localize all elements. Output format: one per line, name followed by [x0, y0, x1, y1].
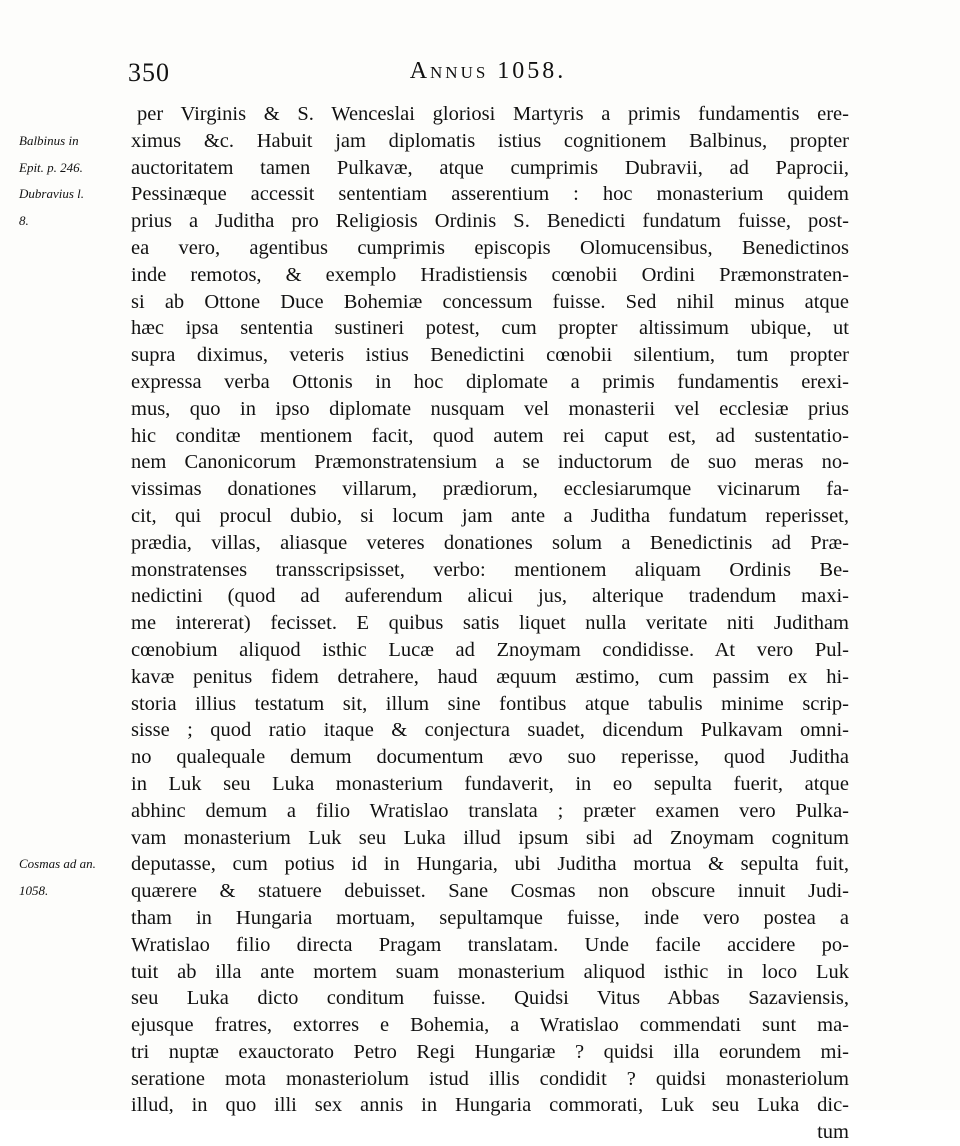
text-line: storia illius testatum sit, illum sine fontibus atque tabulis minime scrip- — [131, 692, 849, 715]
text-line: per Virginis & S. Wenceslai gloriosi Martyris a primis fundamentis ere- — [137, 103, 849, 125]
text-line: vam monasterium Luk seu Luka illud ipsum sibi ad Znoymam cognitum — [131, 826, 849, 849]
text-line: expressa verba Ottonis in hoc diplomate a primis fundamentis erexi- — [131, 370, 849, 393]
margin-note-line: Dubravius l. — [19, 186, 84, 202]
page-number: 350 — [128, 58, 170, 87]
text-line: no qualequale demum documentum ævo suo reperisse, quod Juditha — [131, 746, 849, 769]
text-line: tri nuptæ exauctorato Petro Regi Hungariæ ? quidsi illa eorundem mi- — [131, 1040, 849, 1063]
text-line: me intererat) fecisset. E quibus satis liquet nulla veritate niti Juditham — [131, 612, 849, 635]
text-line: seu Luka dicto conditum fuisse. Quidsi Vitus Abbas Sazaviensis, — [131, 987, 849, 1010]
text-line: mus, quo in ipso diplomate nusquam vel monasterii vel ecclesiæ prius — [131, 397, 849, 420]
text-line: monstratenses transscripsisset, verbo: mentionem aliquam Ordinis Be- — [131, 558, 849, 581]
text-line: prius a Juditha pro Religiosis Ordinis S. Benedicti fundatum fuisse, post- — [131, 210, 849, 233]
text-line: cœnobium aliquod isthic Lucæ ad Znoymam condidisse. At vero Pul- — [131, 638, 849, 661]
text-line: kavæ penitus fidem detrahere, haud æquum æstimo, cum passim ex hi- — [131, 665, 849, 688]
margin-note-line: 1058. — [19, 883, 49, 899]
margin-note — [19, 128, 131, 235]
margin-note — [19, 851, 131, 905]
text-line: vissimas donationes villarum, prædiorum, ecclesiarumque vicinarum fa- — [131, 478, 849, 501]
text-line: ea vero, agentibus cumprimis episcopis Olomucensibus, Benedictinos — [131, 236, 849, 259]
text-line: hic conditæ mentionem facit, quod autem rei caput est, ad sustentatio- — [131, 424, 849, 447]
text-line: ximus &c. Habuit jam diplomatis istius cognitionem Balbinus, propter — [131, 129, 849, 152]
text-line: inde remotos, & exemplo Hradistiensis cœnobii Ordini Præmonstraten- — [131, 263, 849, 286]
text-line: supra diximus, veteris istius Benedictini cœnobii silentium, tum propter — [131, 344, 849, 367]
margin-note-line: 8. — [19, 213, 29, 229]
text-line: nedictini (quod ad auferendum alicui jus, alterique tradendum maxi- — [131, 585, 849, 608]
text-line: seratione mota monasteriolum istud illis condidit ? quidsi monasteriolum — [131, 1067, 849, 1090]
text-line: hæc ipsa sententia sustineri potest, cum propter altissimum ubique, ut — [131, 317, 849, 340]
margin-note-line: Balbinus in — [19, 132, 79, 148]
margin-note-line: Cosmas ad an. — [19, 856, 96, 872]
margin-note-line: Epit. p. 246. — [19, 159, 83, 175]
text-line: nem Canonicorum Præmonstratensium a se inductorum de suo meras no- — [131, 451, 849, 474]
text-line: prædia, villas, aliasque veteres donationes solum a Benedictinis ad Præ- — [131, 531, 849, 554]
page-header — [128, 58, 848, 92]
text-line: sisse ; quod ratio itaque & conjectura suadet, dicendum Pulkavam omni- — [131, 719, 849, 742]
text-line: Wratislao filio directa Pragam translatam. Unde facile accidere po- — [131, 933, 849, 956]
body-text — [131, 101, 849, 1146]
text-line: tuit ab illa ante mortem suam monasterium aliquod isthic in loco Luk — [131, 960, 849, 983]
text-line: in Luk seu Luka monasterium fundaverit, in eo sepulta fuerit, atque — [131, 772, 849, 795]
text-line: tum — [817, 1121, 849, 1144]
text-line: tham in Hungaria mortuam, sepultamque fuisse, inde vero postea a — [131, 906, 849, 929]
text-line: abhinc demum a filio Wratislao translata ; præter examen vero Pulka- — [131, 799, 849, 822]
text-line: cit, qui procul dubio, si locum jam ante a Juditha fundatum reperisset, — [131, 504, 849, 527]
text-line: ejusque fratres, extorres e Bohemia, a Wratislao commendati sunt ma- — [131, 1014, 849, 1037]
text-line: auctoritatem tamen Pulkavæ, atque cumprimis Dubravii, ad Paprocii, — [131, 156, 849, 179]
running-title: Annus 1058. — [409, 58, 567, 84]
text-line: illud, in quo illi sex annis in Hungaria commorati, Luk seu Luka dic- — [131, 1094, 849, 1117]
text-line: quærere & statuere debuisset. Sane Cosmas non obscure innuit Judi- — [131, 880, 849, 903]
text-line: si ab Ottone Duce Bohemiæ concessum fuisse. Sed nihil minus atque — [131, 290, 849, 313]
text-line: Pessinæque accessit sententiam asserentium : hoc monasterium quidem — [131, 183, 849, 206]
text-line: deputasse, cum potius id in Hungaria, ubi Juditha mortua & sepulta fuit, — [131, 853, 849, 876]
